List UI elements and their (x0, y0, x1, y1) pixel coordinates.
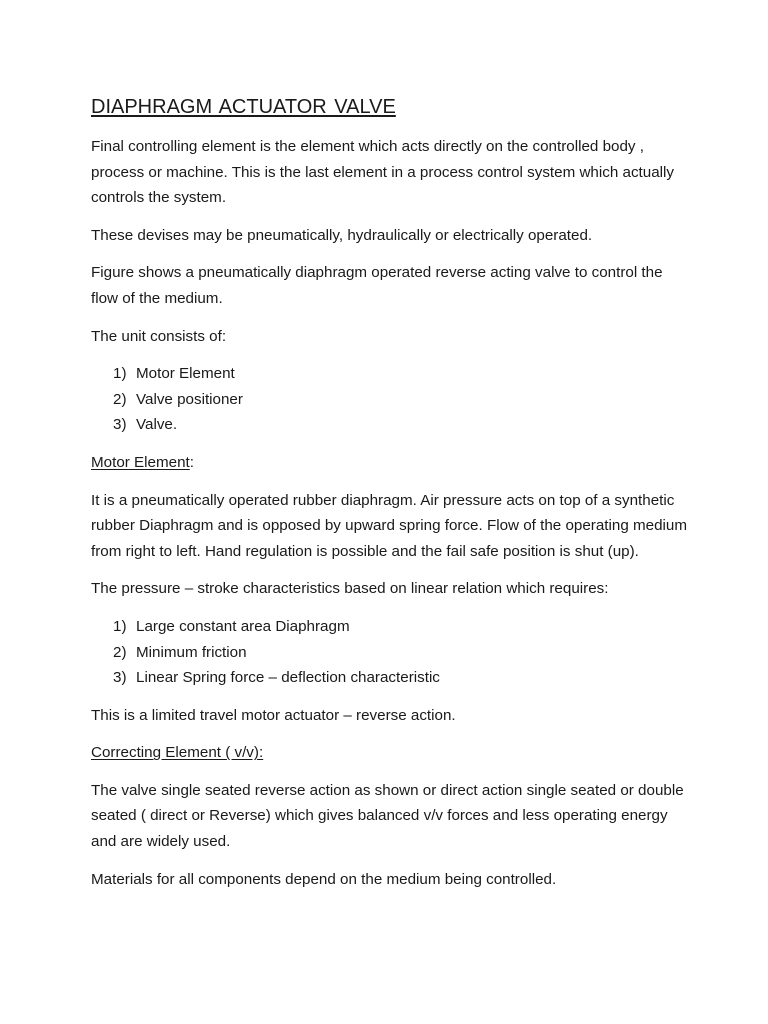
motor-element-heading (91, 450, 688, 476)
list-item-number: 3) (113, 669, 127, 687)
list-item-text: Linear Spring force – deflection characteristic (136, 669, 440, 687)
list-item-number: 1) (113, 365, 127, 383)
list-item-number: 2) (113, 390, 127, 408)
correcting-element-heading: Correcting Element ( v/v): (91, 744, 264, 762)
correcting-paragraph-2: Materials for all components depend on the medium being controlled. (91, 870, 557, 888)
list-item-text: Valve. (136, 416, 178, 434)
intro-paragraph-2: These devises may be pneumatically, hydraulically or electrically operated. (91, 226, 593, 244)
motor-paragraph-2: The pressure – stroke characteristics based on linear relation which requires: (91, 580, 609, 598)
intro-paragraph-1: Final controlling element is the element which acts directly on the controlled body , process or machine. This is the last element in a process control system which actually controls the system. (91, 138, 674, 207)
intro-paragraph-3: Figure shows a pneumatically diaphragm operated reverse acting valve to control the flow of the medium. (91, 264, 663, 307)
list-item-number: 2) (113, 643, 127, 661)
list-item (91, 640, 688, 666)
motor-paragraph-3: This is a limited travel motor actuator – reverse action. (91, 706, 456, 724)
list-item (91, 614, 688, 640)
list-item-text: Minimum friction (136, 643, 247, 661)
list-item (91, 387, 688, 413)
correcting-paragraph-1: The valve single seated reverse action as shown or direct action single seated or double seated ( direct or Reverse) which gives balanced v/v forces and less operating energy and are widely used. (91, 781, 684, 851)
list-item-text: Large constant area Diaphragm (136, 617, 350, 635)
requirements-list (91, 614, 688, 691)
motor-paragraph-1: It is a pneumatically operated rubber diaphragm. Air pressure acts on top of a synthetic rubber Diaphragm and is opposed by upward spring force. Flow of the operating medium from right to left. Hand regulation is possible and the fail safe position is shut (up). (91, 491, 688, 560)
list-item (91, 361, 688, 387)
motor-element-heading-colon: : (189, 453, 194, 471)
unit-components-list (91, 361, 688, 438)
unit-intro-text: The unit consists of: (91, 327, 227, 345)
list-item (91, 412, 688, 438)
list-item-number: 3) (113, 416, 127, 434)
list-item-text: Motor Element (136, 365, 235, 383)
list-item (91, 665, 688, 691)
list-item-text: Valve positioner (136, 390, 243, 408)
document-title: DIAPHRAGM ACTUATOR VALVE (91, 96, 396, 118)
motor-element-heading-text: Motor Element (91, 453, 190, 471)
list-item-number: 1) (113, 617, 127, 635)
